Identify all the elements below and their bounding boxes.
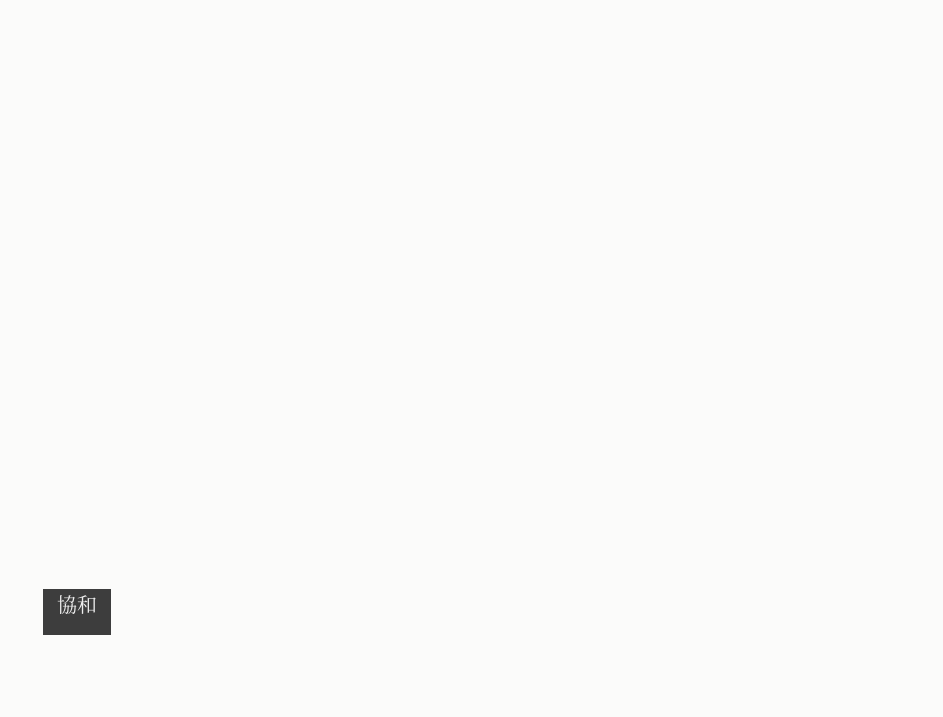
logo-symbol: 協和 — [57, 593, 97, 617]
hiap-hoe-logo — [43, 589, 111, 635]
